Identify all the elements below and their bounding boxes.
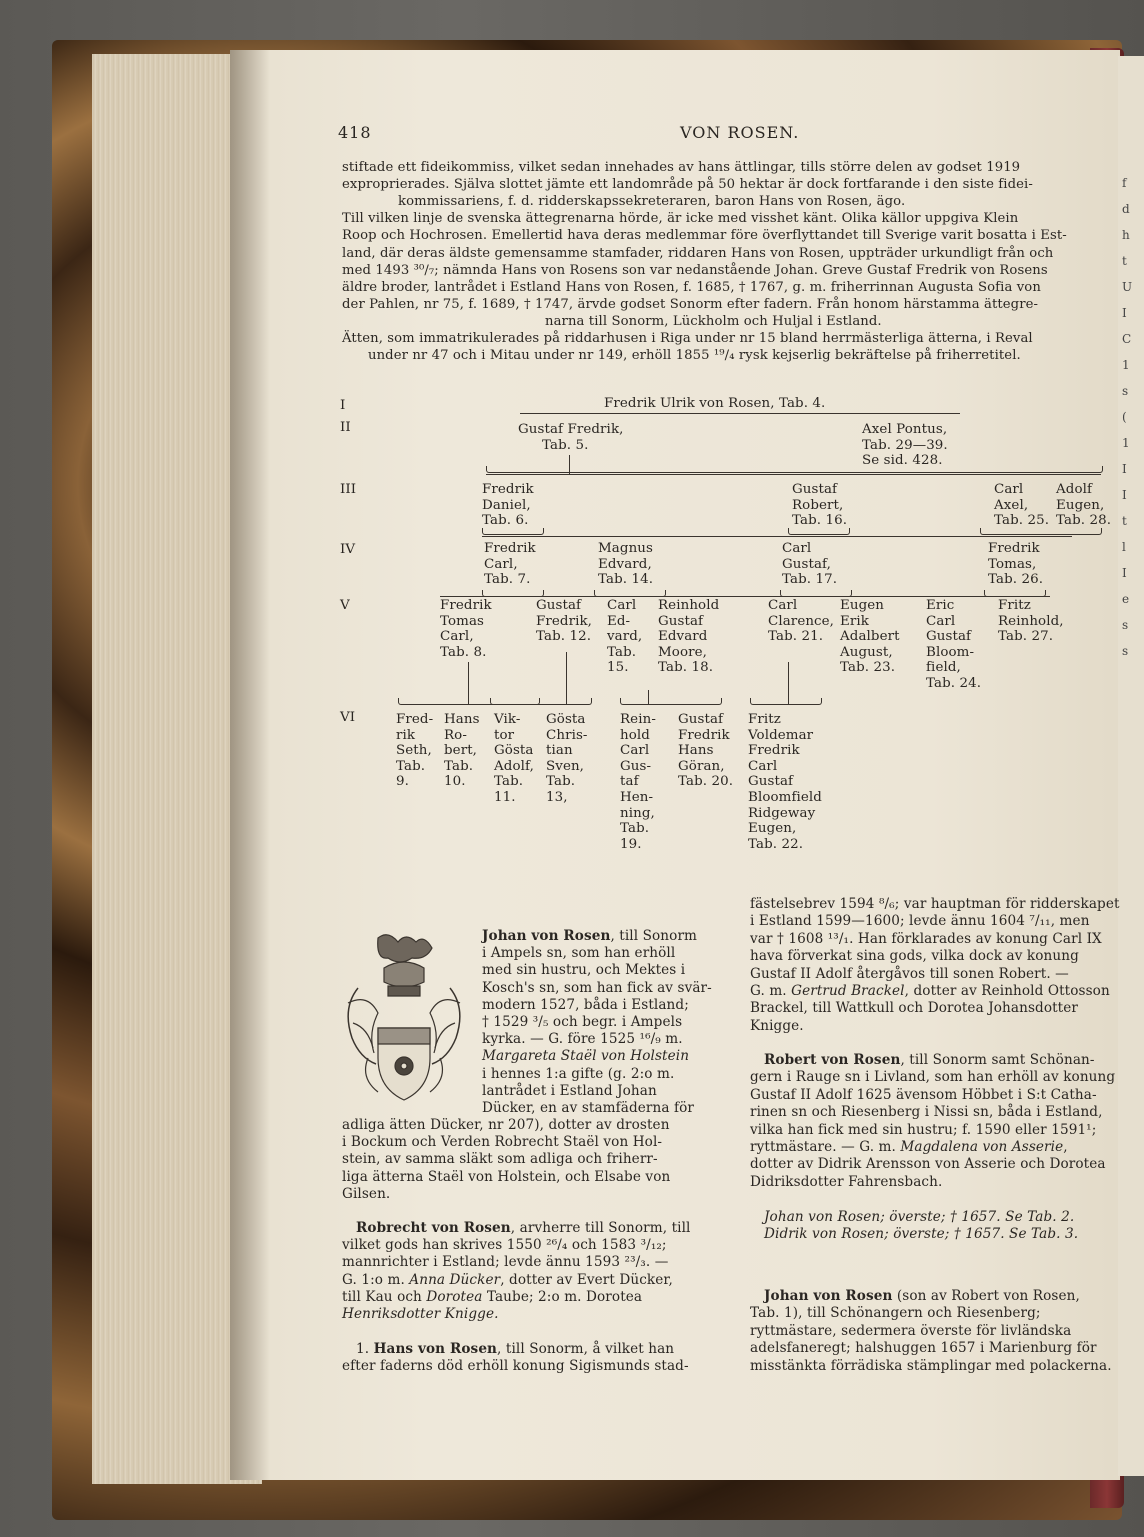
generation-3-person: Eugen, bbox=[1056, 497, 1105, 513]
next-page-fragment: s bbox=[1122, 618, 1129, 632]
robert-line: dotter av Didrik Arensson von Asserie och Dorotea bbox=[750, 1156, 1106, 1173]
generation-4-person: Fredrik bbox=[988, 541, 1040, 556]
generation-label: I bbox=[340, 398, 346, 413]
generation-2-person: Gustaf Fredrik, bbox=[518, 422, 624, 437]
generation-3-person: Fredrik bbox=[482, 482, 534, 497]
generation-6-person: Vik- bbox=[494, 712, 521, 727]
generation-4-person: Tab. 7. bbox=[484, 572, 531, 588]
next-page-fragment: s bbox=[1122, 384, 1129, 398]
right-col-line: i Estland 1599—1600; levde ännu 1604 ⁷/₁₁, men bbox=[750, 913, 1090, 930]
robrecht-line: Robrecht von Rosen, arvherre till Sonorm, till bbox=[356, 1220, 691, 1236]
generation-4-person: Fredrik bbox=[484, 541, 536, 556]
intro-line: med 1493 ³⁰/₇; nämnda Hans von Rosens son var nedanstående Johan. Greve Gustaf Fredrik von Rosens bbox=[342, 262, 1048, 278]
generation-2-person: Tab. 5. bbox=[542, 437, 589, 453]
son-entry: Johan von Rosen; överste; † 1657. Se Tab. 2. bbox=[764, 1209, 1075, 1225]
next-page-fragment: I bbox=[1122, 488, 1127, 502]
next-page-edge bbox=[1118, 56, 1144, 1476]
tab1-line: Johan von Rosen, till Sonorm bbox=[482, 928, 698, 944]
next-page-fragment: e bbox=[1122, 592, 1130, 606]
generation-5-person: Carl, bbox=[440, 629, 474, 645]
tab1-line: modern 1527, båda i Estland; bbox=[482, 996, 689, 1013]
next-page-fragment: d bbox=[1122, 202, 1130, 216]
hans-line: 1. Hans von Rosen, till Sonorm, å vilket han bbox=[356, 1341, 675, 1357]
right-col-line: Knigge. bbox=[750, 1017, 804, 1034]
generation-5-person: Tab. 24. bbox=[926, 676, 982, 691]
tab1-line: Dücker, en av stamfäderna för bbox=[482, 1100, 695, 1116]
tab2-line: adelsfaneregt; halshuggen 1657 i Marienburg för bbox=[750, 1340, 1097, 1357]
gutter-shadow bbox=[230, 50, 270, 1480]
generation-6-person: Seth, bbox=[396, 743, 432, 759]
generation-label: IV bbox=[340, 542, 356, 557]
generation-6-person: Gustaf bbox=[748, 774, 794, 790]
robrecht-line: G. 1:o m. Anna Dücker, dotter av Evert Dücker, bbox=[342, 1271, 673, 1288]
robert-line: vilka han fick med sin hustru; f. 1590 eller 1591¹; bbox=[750, 1121, 1097, 1138]
generation-6-person: Fritz bbox=[748, 712, 781, 727]
generation-6-person: Tab. bbox=[396, 758, 426, 774]
page-number: 418 bbox=[338, 123, 372, 142]
generation-5-person: August, bbox=[840, 644, 893, 660]
generation-6-person: Eugen, bbox=[748, 821, 797, 837]
generation-6-person: Fredrik bbox=[748, 743, 800, 759]
tab1-line: lantrådet i Estland Johan bbox=[482, 1082, 657, 1099]
tab1-line: Kosch's sn, som han fick av svär- bbox=[482, 979, 712, 996]
generation-5-person: Fritz bbox=[998, 598, 1031, 613]
intro-line: kommissariens, f. d. ridderskapssekreteraren, baron Hans von Rosen, ägo. bbox=[398, 194, 906, 210]
tree-connector bbox=[482, 536, 1072, 537]
generation-6-person: Tab. 20. bbox=[678, 774, 734, 790]
next-page-fragment: t bbox=[1122, 514, 1127, 528]
generation-4-person: Tab. 17. bbox=[782, 572, 838, 588]
generation-3-person: Gustaf bbox=[792, 482, 838, 497]
coat-of-arms-icon bbox=[338, 928, 470, 1108]
next-page-fragment: 1 bbox=[1122, 436, 1130, 450]
generation-4-person: Gustaf, bbox=[782, 556, 831, 572]
generation-6-person: Gösta bbox=[546, 712, 586, 727]
right-col-line: G. m. Gertrud Brackel, dotter av Reinhold Ottosson bbox=[750, 983, 1110, 999]
generation-6-person: 9. bbox=[396, 774, 409, 790]
generation-5-person: Reinhold bbox=[658, 598, 720, 613]
generation-5-person: Tomas bbox=[440, 613, 485, 629]
son-entry: Didrik von Rosen; överste; † 1657. Se Tab. 3. bbox=[764, 1226, 1079, 1243]
generation-4-person: Edvard, bbox=[598, 556, 652, 572]
generation-3-person: Adolf bbox=[1056, 482, 1093, 497]
next-page-fragment: C bbox=[1122, 332, 1132, 346]
robert-line: Gustaf II Adolf 1625 ävensom Höbbet i S:t Catha- bbox=[750, 1086, 1097, 1103]
generation-5-person: field, bbox=[926, 660, 961, 676]
robert-line: ryttmästare. — G. m. Magdalena von Asserie, bbox=[750, 1139, 1068, 1155]
tab1-line: † 1529 ³/₅ och begr. i Ampels bbox=[482, 1014, 683, 1030]
tree-brace bbox=[482, 528, 544, 535]
tree-connector bbox=[440, 596, 1050, 597]
generation-3-person: Tab. 16. bbox=[792, 513, 848, 529]
intro-line: exproprierades. Själva slottet jämte ett landområde på 50 hektar är dock fortfarande i den siste fidei- bbox=[342, 177, 1033, 193]
generation-5-person: Tab. 21. bbox=[768, 629, 824, 645]
generation-6-person: Tab. bbox=[494, 774, 524, 790]
generation-6-person: Ridgeway bbox=[748, 805, 816, 821]
intro-line: der Pahlen, nr 75, f. 1689, † 1747, ärvde godset Sonorm efter fadern. Från honom härstamma ättegre- bbox=[342, 296, 1039, 312]
generation-5-person: Tab. 27. bbox=[998, 629, 1054, 645]
generation-5-person: Edvard bbox=[658, 629, 708, 645]
tree-brace bbox=[620, 698, 722, 705]
generation-5-person: Tab. 23. bbox=[840, 660, 896, 676]
robert-line: Robert von Rosen, till Sonorm samt Schönan- bbox=[764, 1052, 1095, 1068]
generation-5-person: Ed- bbox=[607, 613, 631, 629]
intro-line: Ätten, som immatrikulerades på riddarhusen i Riga under nr 15 bland herrmästerliga ätterna, i Reval bbox=[342, 331, 1033, 346]
generation-3-person: Robert, bbox=[792, 497, 844, 513]
intro-line: Roop och Hochrosen. Emellertid hava deras medlemmar före överflyttandet till Sverige varit bosatta i Est- bbox=[342, 228, 1067, 244]
robert-line: rinen sn och Riesenberg i Nissi sn, båda i Estland, bbox=[750, 1104, 1103, 1121]
tree-connector bbox=[520, 413, 960, 414]
generation-label: II bbox=[340, 420, 351, 435]
generation-5-person: Clarence, bbox=[768, 613, 835, 629]
generation-5-person: Gustaf bbox=[658, 613, 704, 629]
tree-connector bbox=[569, 455, 570, 475]
tab1-line: stein, av samma släkt som adliga och friherr- bbox=[342, 1151, 658, 1168]
generation-4-person: Tab. 26. bbox=[988, 572, 1044, 588]
generation-6-person: Fred- bbox=[396, 712, 434, 727]
running-title: VON ROSEN. bbox=[680, 123, 800, 142]
generation-6-person: Tab. bbox=[444, 758, 474, 774]
intro-line: narna till Sonorm, Lückholm och Huljal i Estland. bbox=[545, 313, 882, 329]
generation-6-person: hold bbox=[620, 727, 650, 743]
next-page-fragment: I bbox=[1122, 566, 1127, 580]
generation-label: VI bbox=[340, 710, 356, 725]
generation-5-person: Fredrik, bbox=[536, 613, 593, 629]
right-col-line: hava förverkat sina gods, vilka dock av konung bbox=[750, 948, 1079, 965]
generation-2-person: Axel Pontus, bbox=[862, 422, 948, 437]
tree-brace bbox=[788, 528, 850, 535]
next-page-fragment: ( bbox=[1122, 410, 1127, 424]
right-col-line: fästelsebrev 1594 ⁸/₆; var hauptman för ridderskapet bbox=[750, 896, 1120, 912]
generation-label: V bbox=[340, 598, 350, 613]
generation-3-person: Tab. 28. bbox=[1056, 513, 1112, 529]
tree-brace bbox=[490, 698, 592, 705]
generation-5-person: Erik bbox=[840, 613, 869, 629]
generation-5-person: Gustaf bbox=[536, 598, 582, 613]
generation-6-person: tian bbox=[546, 743, 573, 759]
next-page-fragment: I bbox=[1122, 462, 1127, 476]
generation-6-person: taf bbox=[620, 774, 639, 790]
generation-6-person: tor bbox=[494, 727, 515, 743]
generation-6-person: Tab. bbox=[620, 821, 650, 837]
robrecht-line: vilket gods han skrives 1550 ²⁶/₄ och 1583 ³/₁₂; bbox=[342, 1237, 667, 1254]
generation-5-person: Tab. 8. bbox=[440, 644, 487, 660]
generation-6-person: Hans bbox=[444, 712, 480, 727]
generation-6-person: Rein- bbox=[620, 712, 656, 727]
robrecht-line: till Kau och Dorotea Taube; 2:o m. Dorotea bbox=[342, 1288, 643, 1305]
tab2-line: Tab. 1), till Schönangern och Riesenberg; bbox=[750, 1305, 1041, 1322]
generation-3-person: Carl bbox=[994, 482, 1024, 497]
tab1-line: i Ampels sn, som han erhöll bbox=[482, 945, 676, 962]
tab2-line: ryttmästare, sedermera överste för livländska bbox=[750, 1322, 1072, 1339]
tab1-line: med sin hustru, och Mektes i bbox=[482, 962, 686, 979]
tree-brace bbox=[750, 698, 822, 705]
intro-line: Till vilken linje de svenska ättegrenarna hörde, är icke med visshet känt. Olika källor uppgiva Klein bbox=[342, 211, 1019, 227]
generation-5-person: Eric bbox=[926, 598, 955, 613]
generation-4-person: Tomas, bbox=[988, 556, 1037, 572]
tab2-line: Johan von Rosen (son av Robert von Rosen, bbox=[764, 1288, 1080, 1304]
right-col-line: var † 1608 ¹³/₁. Han förklarades av konung Carl IX bbox=[750, 930, 1102, 947]
next-page-fragment: h bbox=[1122, 228, 1130, 242]
generation-5-person: Reinhold, bbox=[998, 613, 1064, 629]
tree-connector bbox=[486, 474, 1101, 475]
generation-5-person: Carl bbox=[768, 598, 798, 613]
generation-5-person: Moore, bbox=[658, 644, 708, 660]
tab1-line: kyrka. — G. före 1525 ¹⁶/₉ m. bbox=[482, 1031, 683, 1048]
generation-4-person: Carl, bbox=[484, 556, 518, 572]
intro-line: land, där deras äldste gemensamme stamfader, riddaren Hans von Rosen, uppträder urkundligt från och bbox=[342, 245, 1054, 261]
robrecht-line: Henriksdotter Knigge. bbox=[342, 1306, 499, 1322]
generation-5-person: Gustaf bbox=[926, 629, 972, 645]
generation-6-person: Fredrik bbox=[678, 727, 730, 743]
generation-4-person: Carl bbox=[782, 541, 812, 556]
generation-6-person: 11. bbox=[494, 790, 516, 805]
generation-6-person: Gus- bbox=[620, 758, 652, 774]
generation-4-person: Magnus bbox=[598, 541, 653, 556]
intro-line: stiftade ett fideikommiss, vilket sedan innehades av hans ättlingar, tills större delen av godset 1919 bbox=[342, 160, 1021, 175]
next-page-fragment: U bbox=[1122, 280, 1133, 294]
robert-line: Didriksdotter Fahrensbach. bbox=[750, 1173, 943, 1190]
right-col-line: Brackel, till Wattkull och Dorotea Johansdotter bbox=[750, 1000, 1078, 1017]
next-page-fragment: s bbox=[1122, 644, 1129, 658]
tree-brace bbox=[980, 528, 1102, 535]
next-page-fragment: I bbox=[1122, 306, 1127, 320]
generation-6-person: Voldemar bbox=[748, 727, 814, 743]
generation-5-person: Carl bbox=[607, 598, 637, 613]
tree-brace bbox=[486, 466, 1103, 473]
tab2-line: misstänkta förrädiska stämplingar med polackerna. bbox=[750, 1357, 1112, 1374]
tab1-line: liga ätterna Staël von Holstein, och Elsabe von bbox=[342, 1168, 671, 1185]
generation-1-person: Fredrik Ulrik von Rosen, Tab. 4. bbox=[604, 396, 826, 411]
robrecht-line: mannrichter i Estland; levde ännu 1593 ²³/₃. — bbox=[342, 1254, 669, 1271]
generation-3-person: Tab. 25. bbox=[994, 513, 1050, 529]
generation-5-person: Tab. bbox=[607, 644, 637, 660]
generation-6-person: Sven, bbox=[546, 758, 585, 774]
generation-6-person: ning, bbox=[620, 805, 655, 821]
generation-5-person: Fredrik bbox=[440, 598, 492, 613]
next-page-fragment: f bbox=[1122, 176, 1127, 190]
generation-6-person: 19. bbox=[620, 836, 642, 852]
robert-line: gern i Rauge sn i Livland, som han erhöll av konung bbox=[750, 1069, 1116, 1086]
next-page-fragment: t bbox=[1122, 254, 1127, 268]
generation-6-person: Chris- bbox=[546, 727, 588, 743]
next-page-fragment: 1 bbox=[1122, 358, 1130, 372]
generation-3-person: Daniel, bbox=[482, 497, 531, 513]
generation-6-person: bert, bbox=[444, 743, 478, 759]
generation-6-person: Gösta bbox=[494, 743, 534, 759]
generation-6-person: 10. bbox=[444, 774, 466, 790]
generation-5-person: Carl bbox=[926, 613, 956, 629]
generation-5-person: Bloom- bbox=[926, 644, 975, 660]
tab1-line: Gilsen. bbox=[342, 1185, 391, 1202]
right-col-line: Gustaf II Adolf återgåvos till sonen Robert. — bbox=[750, 965, 1069, 982]
next-page-fragment: l bbox=[1122, 540, 1126, 554]
generation-5-person: Eugen bbox=[840, 598, 885, 613]
generation-6-person: Adolf, bbox=[494, 758, 534, 774]
generation-3-person: Axel, bbox=[994, 497, 1029, 513]
tab1-line: Margareta Staël von Holstein bbox=[482, 1048, 690, 1065]
generation-6-person: Hans bbox=[678, 743, 714, 759]
generation-5-person: Tab. 18. bbox=[658, 660, 714, 676]
generation-6-person: Bloomfield bbox=[748, 790, 822, 805]
generation-6-person: Carl bbox=[748, 758, 778, 774]
generation-6-person: Carl bbox=[620, 743, 650, 759]
generation-3-person: Tab. 6. bbox=[482, 513, 529, 529]
generation-6-person: Hen- bbox=[620, 790, 654, 805]
generation-6-person: Tab. 22. bbox=[748, 836, 804, 852]
generation-5-person: Tab. 12. bbox=[536, 629, 592, 645]
generation-2-person: Tab. 29—39. bbox=[862, 437, 948, 453]
generation-5-person: vard, bbox=[607, 629, 643, 645]
generation-5-person: 15. bbox=[607, 660, 629, 676]
generation-5-person: Adalbert bbox=[840, 629, 900, 645]
tab1-line: i hennes 1:a gifte (g. 2:o m. bbox=[482, 1065, 675, 1082]
intro-line: äldre broder, lantrådet i Estland Hans von Rosen, f. 1685, † 1767, g. m. friherrinnan Augusta Sofia von bbox=[342, 279, 1041, 295]
generation-6-person: rik bbox=[396, 727, 416, 743]
generation-6-person: Göran, bbox=[678, 758, 725, 774]
generation-4-person: Tab. 14. bbox=[598, 572, 654, 588]
hans-line: efter faderns död erhöll konung Sigismunds stad- bbox=[342, 1358, 689, 1375]
generation-2-person: Se sid. 428. bbox=[862, 453, 943, 469]
tab1-line: i Bockum och Verden Robrecht Staël von Hol- bbox=[342, 1134, 663, 1151]
tree-connector bbox=[566, 652, 567, 704]
intro-line: under nr 47 och i Mitau under nr 149, erhöll 1855 ¹⁹/₄ rysk kejserlig bekräftelse på friherretitel. bbox=[368, 348, 1021, 364]
generation-6-person: Tab. bbox=[546, 774, 576, 790]
generation-6-person: Ro- bbox=[444, 727, 467, 743]
generation-label: III bbox=[340, 482, 357, 497]
tab1-line: adliga ätten Dücker, nr 207), dotter av drosten bbox=[342, 1117, 670, 1133]
generation-6-person: Gustaf bbox=[678, 712, 724, 727]
generation-6-person: 13, bbox=[546, 790, 568, 805]
